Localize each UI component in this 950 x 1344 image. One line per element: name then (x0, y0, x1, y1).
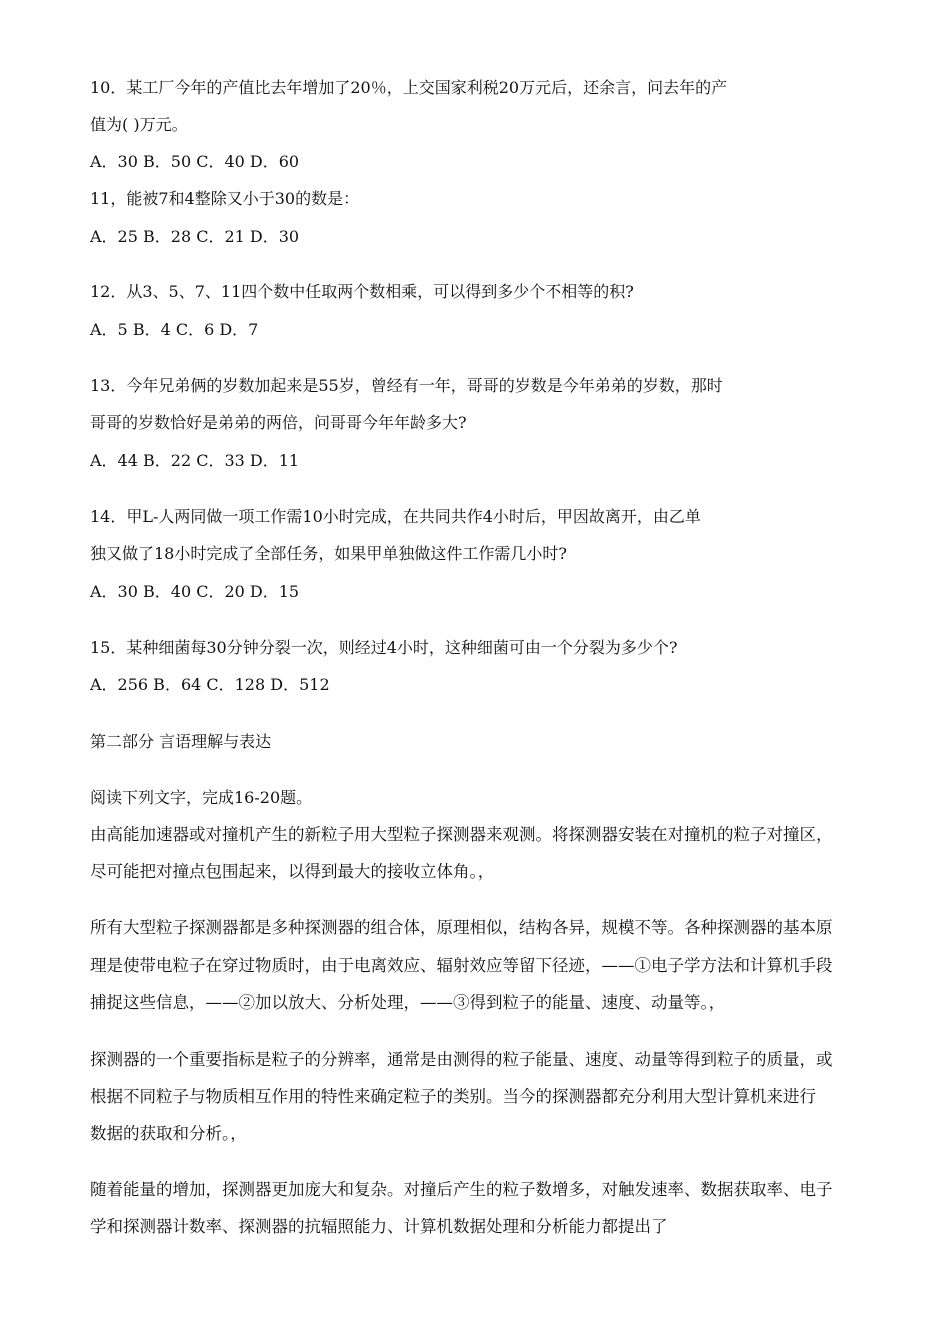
paragraph-1-line-2: 尽可能把对撞点包围起来，以得到最大的接收立体角。， (90, 862, 495, 881)
question-15-line-1: 15．某种细菌每30分钟分裂一次，则经过4小时，这种细菌可由一个分裂为多少个? (90, 638, 678, 657)
paragraph-2-line-1: 所有大型粒子探测器都是多种探测器的组合体，原理相似，结构各异，规模不等。各种探测器的基本原 (90, 918, 833, 937)
paragraph-4-line-1: 随着能量的增加，探测器更加庞大和复杂。对撞后产生的粒子数增多，对触发速率、数据获取率、电子 (90, 1180, 833, 1199)
question-14-options: A．30 B．40 C．20 D．15 (90, 582, 300, 601)
question-10-options: A．30 B．50 C．40 D．60 (90, 152, 300, 171)
question-13-line-1: 13．今年兄弟俩的岁数加起来是55岁，曾经有一年，哥哥的岁数是今年弟弟的岁数，那时 (90, 376, 723, 395)
question-13-line-2: 哥哥的岁数恰好是弟弟的两倍，问哥哥今年年龄多大? (90, 413, 467, 432)
question-15-options: A．256 B．64 C．128 D．512 (90, 675, 330, 694)
paragraph-3-line-2: 根据不同粒子与物质相互作用的特性来确定粒子的类别。当今的探测器都充分利用大型计算机来进行 (90, 1087, 816, 1106)
paragraph-4-line-2: 学和探测器计数率、探测器的抗辐照能力、计算机数据处理和分析能力都提出了 (90, 1217, 668, 1236)
question-11-options: A．25 B．28 C．21 D．30 (90, 227, 300, 246)
question-11-line-1: 11，能被7和4整除又小于30的数是： (90, 189, 360, 208)
paragraph-1-line-1: 由高能加速器或对撞机产生的新粒子用大型粒子探测器来观测。将探测器安装在对撞机的粒子对撞区， (90, 825, 833, 844)
reading-instruction: 阅读下列文字，完成16-20题。 (90, 788, 313, 807)
question-14-line-2: 独又做了18小时完成了全部任务，如果甲单独做这件工作需几小时? (90, 544, 567, 563)
question-14-line-1: 14．甲L-人两同做一项工作需10小时完成，在共同共作4小时后，甲因故离开，由乙单 (90, 507, 701, 526)
section-title: 第二部分 言语理解与表达 (90, 732, 272, 751)
question-12-options: A．5 B．4 C．6 D．7 (90, 320, 259, 339)
question-10-line-1: 10．某工厂今年的产值比去年增加了20％，上交国家利税20万元后，还余言，问去年的产 (90, 78, 728, 97)
question-12-line-1: 12．从3、5、7、11四个数中任取两个数相乘，可以得到多少个不相等的积? (90, 282, 634, 301)
question-10-line-2: 值为( )万元。 (90, 115, 188, 134)
paragraph-3-line-3: 数据的获取和分析。， (90, 1124, 247, 1143)
question-13-options: A．44 B．22 C．33 D．11 (90, 451, 300, 470)
paragraph-3-line-1: 探测器的一个重要指标是粒子的分辨率，通常是由测得的粒子能量、速度、动量等得到粒子的质量，或 (90, 1050, 833, 1069)
paragraph-2-line-3: 捕捉这些信息，——②加以放大、分析处理，——③得到粒子的能量、速度、动量等。， (90, 993, 726, 1012)
paragraph-2-line-2: 理是使带电粒子在穿过物质时，由于电离效应、辐射效应等留下径迹，——①电子学方法和计算机手段 (90, 956, 833, 975)
